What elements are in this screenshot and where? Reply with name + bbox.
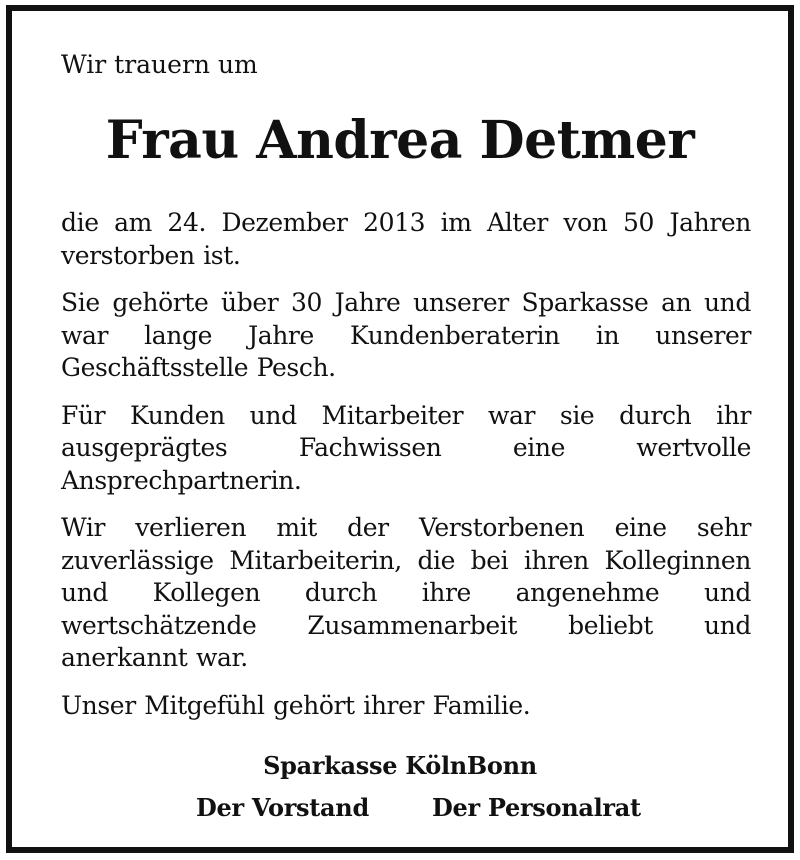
- obituary-notice: [6, 5, 794, 853]
- paragraph-expertise: Für Kunden und Mitarbeiter war sie durch ihr ausgeprägtes Fachwissen eine wertvolle Ansprechpartnerin.: [61, 400, 751, 495]
- signature-council: Der Personalrat: [432, 793, 641, 822]
- signature-organization: Sparkasse KölnBonn: [263, 751, 537, 780]
- intro-text: Wir trauern um: [61, 50, 258, 79]
- signature-board: Der Vorstand: [196, 793, 369, 822]
- deceased-name: Frau Andrea Detmer: [105, 110, 695, 171]
- paragraph-condolence: Unser Mitgefühl gehört ihrer Familie.: [61, 690, 531, 720]
- notice-body: [61, 207, 751, 737]
- paragraph-tribute: Wir verlieren mit der Verstorbenen eine sehr zuverlässige Mitarbeiterin, die bei ihren Kolleginnen und Kollegen durch ihre angenehme und wertschätzende Zusammenarbeit beliebt und anerkannt war.: [61, 513, 751, 672]
- paragraph-date: die am 24. Dezember 2013 im Alter von 50 Jahren verstorben ist.: [61, 208, 751, 270]
- paragraph-career: Sie gehörte über 30 Jahre unserer Sparkasse an und war lange Jahre Kundenberaterin in unserer Geschäftsstelle Pesch.: [61, 288, 751, 382]
